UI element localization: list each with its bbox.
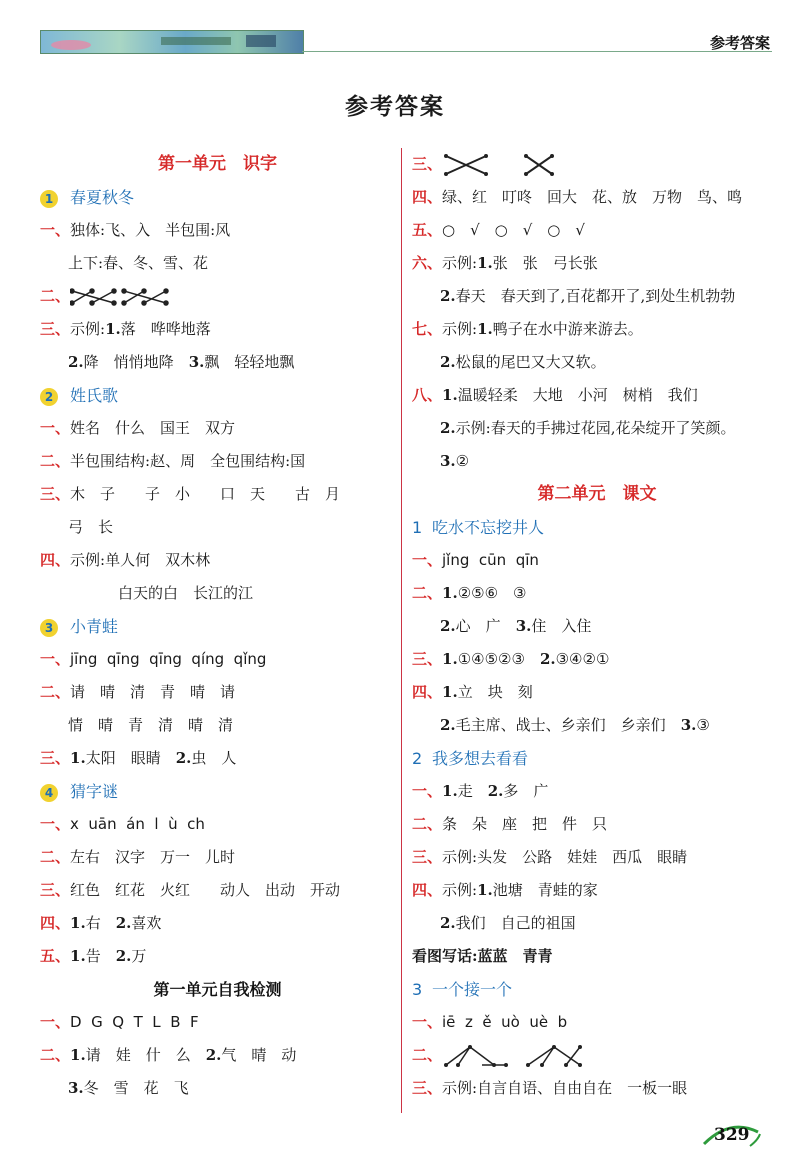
matching-lines-icon [442, 153, 562, 177]
answer-line: 四、示例:单人何 双木林 [40, 551, 211, 569]
header-label: 参考答案 [709, 34, 770, 52]
answer-line: 二、 [412, 1039, 782, 1072]
answer-line: 白天的白 长江的江 [118, 584, 254, 602]
answer-line: 2.心 广 3.住 入住 [440, 617, 592, 635]
header-rule [302, 51, 772, 52]
page-number-text: 329 [714, 1125, 750, 1145]
answer-line: 3.② [440, 452, 470, 470]
answer-line: 一、D G Q T L B F [40, 1013, 199, 1031]
answer-line: 2.松鼠的尾巴又大又软。 [440, 353, 606, 371]
answer-line: 八、1.温暖轻柔 大地 小河 树梢 我们 [412, 386, 698, 404]
lesson-number-badge: 2 [40, 388, 58, 406]
answer-line: 三、示例:1.落 哗哗地落 [40, 320, 211, 338]
answer-line: 三、示例:自言自语、自由自在 一板一眼 [412, 1079, 688, 1097]
answer-line: 二、1.请 娃 什 么 2.气 晴 动 [40, 1046, 297, 1064]
left-column [40, 148, 395, 1105]
page-title: 参考答案 [345, 93, 445, 120]
answer-line: 五、○ √ ○ √ ○ √ [412, 221, 585, 239]
answer-line: 一、x uān án l ù ch [40, 815, 205, 833]
answer-line: 二、1.②⑤⑥ ③ [412, 584, 527, 602]
column-divider [401, 148, 402, 1113]
answer-line: 一、iē z ě uò uè b [412, 1013, 568, 1031]
lesson-k1-heading: 1 吃水不忘挖井人 [412, 518, 545, 537]
right-column [412, 148, 782, 1105]
answer-line: 二、左右 汉字 万一 儿时 [40, 848, 236, 866]
answer-line: 四、1.右 2.喜欢 [40, 914, 162, 932]
answer-line: 三、1.①④⑤②③ 2.③④②① [412, 650, 610, 668]
answer-line: 三、 [412, 148, 782, 181]
lesson-1-heading: 1 春夏秋冬 [40, 181, 395, 214]
landscape-banner [40, 30, 304, 54]
answer-line: 看图写话:蓝蓝 青青 [412, 947, 553, 965]
page-header [0, 0, 790, 58]
answer-line: 一、jīng qīng qīng qíng qǐng [40, 650, 267, 668]
answer-line: 2.降 悄悄地降 3.飘 轻轻地飘 [68, 353, 295, 371]
answer-line: 一、姓名 什么 国王 双方 [40, 419, 236, 437]
page-number [700, 1122, 762, 1150]
lesson-number-badge: 3 [40, 619, 58, 637]
unit1-title: 第一单元 识字 [158, 154, 277, 174]
answer-line: 二、 [40, 280, 395, 313]
lesson-3-heading: 3 小青蛙 [40, 610, 395, 643]
answer-line: 三、1.太阳 眼睛 2.虫 人 [40, 749, 237, 767]
lesson-k3-heading: 3 一个接一个 [412, 980, 513, 999]
lesson-2-heading: 2 姓氏歌 [40, 379, 395, 412]
answer-line: 2.示例:春天的手拂过花园,花朵绽开了笑颜。 [440, 419, 736, 437]
lesson-k2-heading: 2 我多想去看看 [412, 749, 529, 768]
answer-line: 一、1.走 2.多 广 [412, 782, 549, 800]
answer-line: 二、请 晴 清 青 晴 请 [40, 683, 236, 701]
answer-line: 五、1.告 2.万 [40, 947, 147, 965]
answer-line: 四、示例:1.池塘 青蛙的家 [412, 881, 598, 899]
answer-line: 七、示例:1.鸭子在水中游来游去。 [412, 320, 643, 338]
lesson-number-badge: 1 [40, 190, 58, 208]
answer-line: 四、绿、红 叮咚 回大 花、放 万物 鸟、鸣 [412, 188, 743, 206]
answer-line: 二、半包围结构:赵、周 全包围结构:国 [40, 452, 306, 470]
answer-line: 2.春天 春天到了,百花都开了,到处生机勃勃 [440, 287, 736, 305]
unit2-title: 第二单元 课文 [537, 484, 657, 504]
matching-lines-icon [70, 287, 170, 307]
answer-line: 三、木 子 子 小 口 天 古 月 [40, 485, 341, 503]
answer-line: 2.毛主席、战士、乡亲们 乡亲们 3.③ [440, 716, 710, 734]
answer-line: 六、示例:1.张 张 弓长张 [412, 254, 598, 272]
answer-line: 三、示例:头发 公路 娃娃 西瓜 眼睛 [412, 848, 688, 866]
answer-line: 四、1.立 块 刻 [412, 683, 533, 701]
answer-line: 情 晴 青 清 晴 清 [68, 716, 234, 734]
lesson-4-heading: 4 猜字谜 [40, 775, 395, 808]
unit1-test-title: 第一单元自我检测 [153, 980, 282, 999]
answer-line: 三、红色 红花 火红 动人 出动 开动 [40, 881, 341, 899]
answer-line: 一、独体:飞、入 半包围:风 [40, 221, 231, 239]
lesson-number-badge: 4 [40, 784, 58, 802]
answer-line: 上下:春、冬、雪、花 [68, 254, 209, 272]
answer-line: 二、条 朵 座 把 件 只 [412, 815, 608, 833]
answer-line: 3.冬 雪 花 飞 [68, 1079, 189, 1097]
matching-lines-icon [442, 1044, 592, 1068]
answer-line: 一、jǐng cūn qīn [412, 551, 539, 569]
answer-line: 弓 长 [68, 518, 114, 536]
answer-line: 2.我们 自己的祖国 [440, 914, 576, 932]
